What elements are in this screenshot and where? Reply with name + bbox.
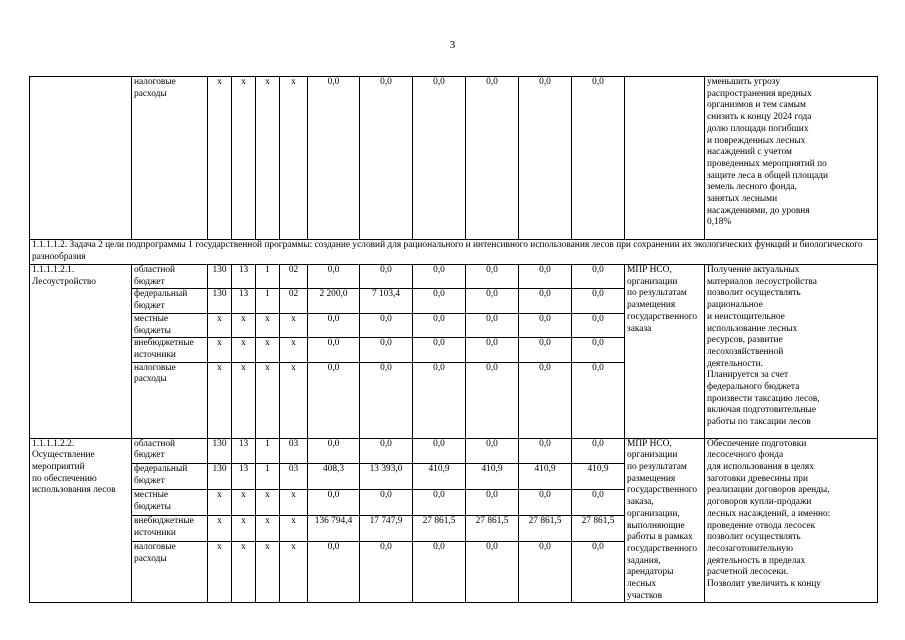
value-cell: 0,0 (466, 289, 519, 313)
task-header: 1.1.1.1.2. Задача 2 цели подпрограммы 1 государственной программы: создание условий для рационального и интенсивного использования лесов при сохранении их экологических функций и биологического разнообразия (30, 240, 878, 265)
source-cell: федеральный бюджет (132, 289, 208, 313)
task-header-row (30, 240, 878, 265)
value-cell: 0,0 (413, 289, 466, 313)
code-cell: 130 (208, 464, 232, 490)
value-cell: 0,0 (519, 313, 572, 337)
measure-name: 1.1.1.1.2.1. Лесоустройство (30, 265, 132, 439)
code-cell: 02 (280, 265, 308, 289)
value-cell: 0,0 (360, 338, 413, 362)
value-cell: 0,0 (519, 265, 572, 289)
code-cell: x (208, 313, 232, 337)
value-cell: 0,0 (466, 338, 519, 362)
value-cell: 0,0 (572, 438, 625, 464)
value-cell: 0,0 (466, 77, 519, 240)
code-cell: 02 (280, 289, 308, 313)
value-cell: 0,0 (466, 438, 519, 464)
code-cell: x (232, 313, 256, 337)
code-cell: x (256, 490, 280, 516)
executor-cell: МПР НСО, организации по результатам размещения государственного заказа (625, 265, 705, 439)
source-cell: внебюджетные источники (132, 516, 208, 542)
value-cell: 0,0 (360, 265, 413, 289)
value-cell: 27 861,5 (572, 516, 625, 542)
value-cell: 0,0 (360, 438, 413, 464)
source-cell: налоговые расходы (132, 362, 208, 438)
table-row (30, 265, 878, 289)
value-cell: 0,0 (572, 265, 625, 289)
code-cell: 130 (208, 265, 232, 289)
value-cell: 17 747,9 (360, 516, 413, 542)
value-cell: 13 393,0 (360, 464, 413, 490)
value-cell: 410,9 (519, 464, 572, 490)
value-cell: 7 103,4 (360, 289, 413, 313)
value-cell: 410,9 (413, 464, 466, 490)
code-cell: 13 (232, 464, 256, 490)
code-cell: x (208, 362, 232, 438)
value-cell: 0,0 (413, 338, 466, 362)
value-cell: 0,0 (413, 77, 466, 240)
result-cell: Обеспечение подготовки лесосечного фонда для использования в целях заготовки древесины при реализации договоров аренды, договоров купли-продажи лесных насаждений, а именно: проведение отвода лесосек позволит осуществлять лесозаготовительную деятельность в пределах расчетной лесосеки. Позволит увеличить к концу (705, 438, 878, 603)
source-cell: налоговые расходы (132, 77, 208, 240)
code-cell: 13 (232, 265, 256, 289)
code-cell: x (280, 490, 308, 516)
code-cell: x (256, 516, 280, 542)
value-cell: 410,9 (572, 464, 625, 490)
value-cell: 0,0 (308, 490, 360, 516)
value-cell: 0,0 (572, 77, 625, 240)
value-cell: 0,0 (466, 490, 519, 516)
value-cell: 0,0 (466, 313, 519, 337)
program-table (29, 76, 878, 603)
code-cell: x (232, 77, 256, 240)
code-cell: x (256, 362, 280, 438)
code-cell: x (208, 338, 232, 362)
value-cell: 0,0 (572, 362, 625, 438)
code-cell: x (280, 313, 308, 337)
code-cell: x (256, 313, 280, 337)
value-cell: 0,0 (413, 438, 466, 464)
value-cell: 0,0 (413, 265, 466, 289)
source-cell: местные бюджеты (132, 313, 208, 337)
result-cell: уменьшить угрозу распространения вредных организмов и тем самым снизить к концу 2024 года долю площади погибших и поврежденных лесных насаждений с учетом проведенных мероприятий по защите леса в общей площади земель лесного фонда, занятых лесными насаждениями, до уровня 0,18% (705, 77, 878, 240)
value-cell: 410,9 (466, 464, 519, 490)
value-cell: 0,0 (308, 313, 360, 337)
value-cell: 0,0 (308, 77, 360, 240)
value-cell: 408,3 (308, 464, 360, 490)
value-cell: 0,0 (360, 362, 413, 438)
value-cell: 0,0 (360, 490, 413, 516)
value-cell: 2 200,0 (308, 289, 360, 313)
source-cell: внебюджетные источники (132, 338, 208, 362)
code-cell: x (256, 77, 280, 240)
value-cell: 0,0 (572, 289, 625, 313)
code-cell: x (232, 516, 256, 542)
page-number: 3 (449, 39, 456, 51)
result-cell: Получение актуальных материалов лесоустройства позволит осуществлять рациональное и неистощительное использование лесных ресурсов, развитие лесохозяйственной деятельности. Планируется за счет федерального бюджета произвести таксацию лесов, включая подготовительные работы по таксации лесов (705, 265, 878, 439)
code-cell: x (208, 542, 232, 603)
code-cell: 130 (208, 289, 232, 313)
value-cell: 0,0 (572, 313, 625, 337)
code-cell: x (280, 77, 308, 240)
source-cell: местные бюджеты (132, 490, 208, 516)
code-cell: 1 (256, 289, 280, 313)
executor-cell (625, 77, 705, 240)
value-cell: 0,0 (572, 542, 625, 603)
value-cell: 0,0 (572, 490, 625, 516)
value-cell: 0,0 (466, 542, 519, 603)
value-cell: 0,0 (519, 289, 572, 313)
value-cell: 0,0 (360, 77, 413, 240)
code-cell: 03 (280, 438, 308, 464)
code-cell: x (232, 490, 256, 516)
value-cell: 0,0 (519, 362, 572, 438)
measure-name: 1.1.1.1.2.2. Осуществление мероприятий по обеспечению использования лесов (30, 438, 132, 603)
code-cell: x (232, 362, 256, 438)
source-cell: областной бюджет (132, 265, 208, 289)
value-cell: 0,0 (308, 265, 360, 289)
value-cell: 27 861,5 (413, 516, 466, 542)
source-cell: федеральный бюджет (132, 464, 208, 490)
value-cell: 136 794,4 (308, 516, 360, 542)
code-cell: 03 (280, 464, 308, 490)
value-cell: 0,0 (413, 490, 466, 516)
value-cell: 0,0 (360, 542, 413, 603)
code-cell: x (232, 542, 256, 603)
value-cell: 0,0 (466, 362, 519, 438)
value-cell: 0,0 (413, 313, 466, 337)
name-cell (30, 77, 132, 240)
code-cell: 1 (256, 438, 280, 464)
value-cell: 0,0 (519, 77, 572, 240)
code-cell: x (208, 516, 232, 542)
code-cell: x (280, 542, 308, 603)
code-cell: x (256, 338, 280, 362)
value-cell: 27 861,5 (519, 516, 572, 542)
value-cell: 0,0 (360, 313, 413, 337)
source-cell: областной бюджет (132, 438, 208, 464)
value-cell: 0,0 (572, 338, 625, 362)
executor-cell: МПР НСО, организации по результатам размещения государственного заказа, организации, выполняющие работы в рамках государственного задания, арендаторы лесных участков (625, 438, 705, 603)
table-row (30, 77, 878, 240)
value-cell: 0,0 (413, 542, 466, 603)
value-cell: 0,0 (413, 362, 466, 438)
source-cell: налоговые расходы (132, 542, 208, 603)
code-cell: x (280, 362, 308, 438)
value-cell: 0,0 (519, 542, 572, 603)
code-cell: x (232, 338, 256, 362)
table-row (30, 438, 878, 464)
code-cell: x (280, 516, 308, 542)
value-cell: 0,0 (308, 438, 360, 464)
code-cell: x (256, 542, 280, 603)
value-cell: 0,0 (308, 362, 360, 438)
code-cell: 13 (232, 438, 256, 464)
value-cell: 0,0 (308, 338, 360, 362)
value-cell: 0,0 (519, 338, 572, 362)
code-cell: 1 (256, 464, 280, 490)
code-cell: 130 (208, 438, 232, 464)
code-cell: x (208, 490, 232, 516)
code-cell: x (208, 77, 232, 240)
code-cell: 1 (256, 265, 280, 289)
value-cell: 27 861,5 (466, 516, 519, 542)
value-cell: 0,0 (519, 438, 572, 464)
value-cell: 0,0 (519, 490, 572, 516)
value-cell: 0,0 (308, 542, 360, 603)
code-cell: 13 (232, 289, 256, 313)
value-cell: 0,0 (466, 265, 519, 289)
code-cell: x (280, 338, 308, 362)
